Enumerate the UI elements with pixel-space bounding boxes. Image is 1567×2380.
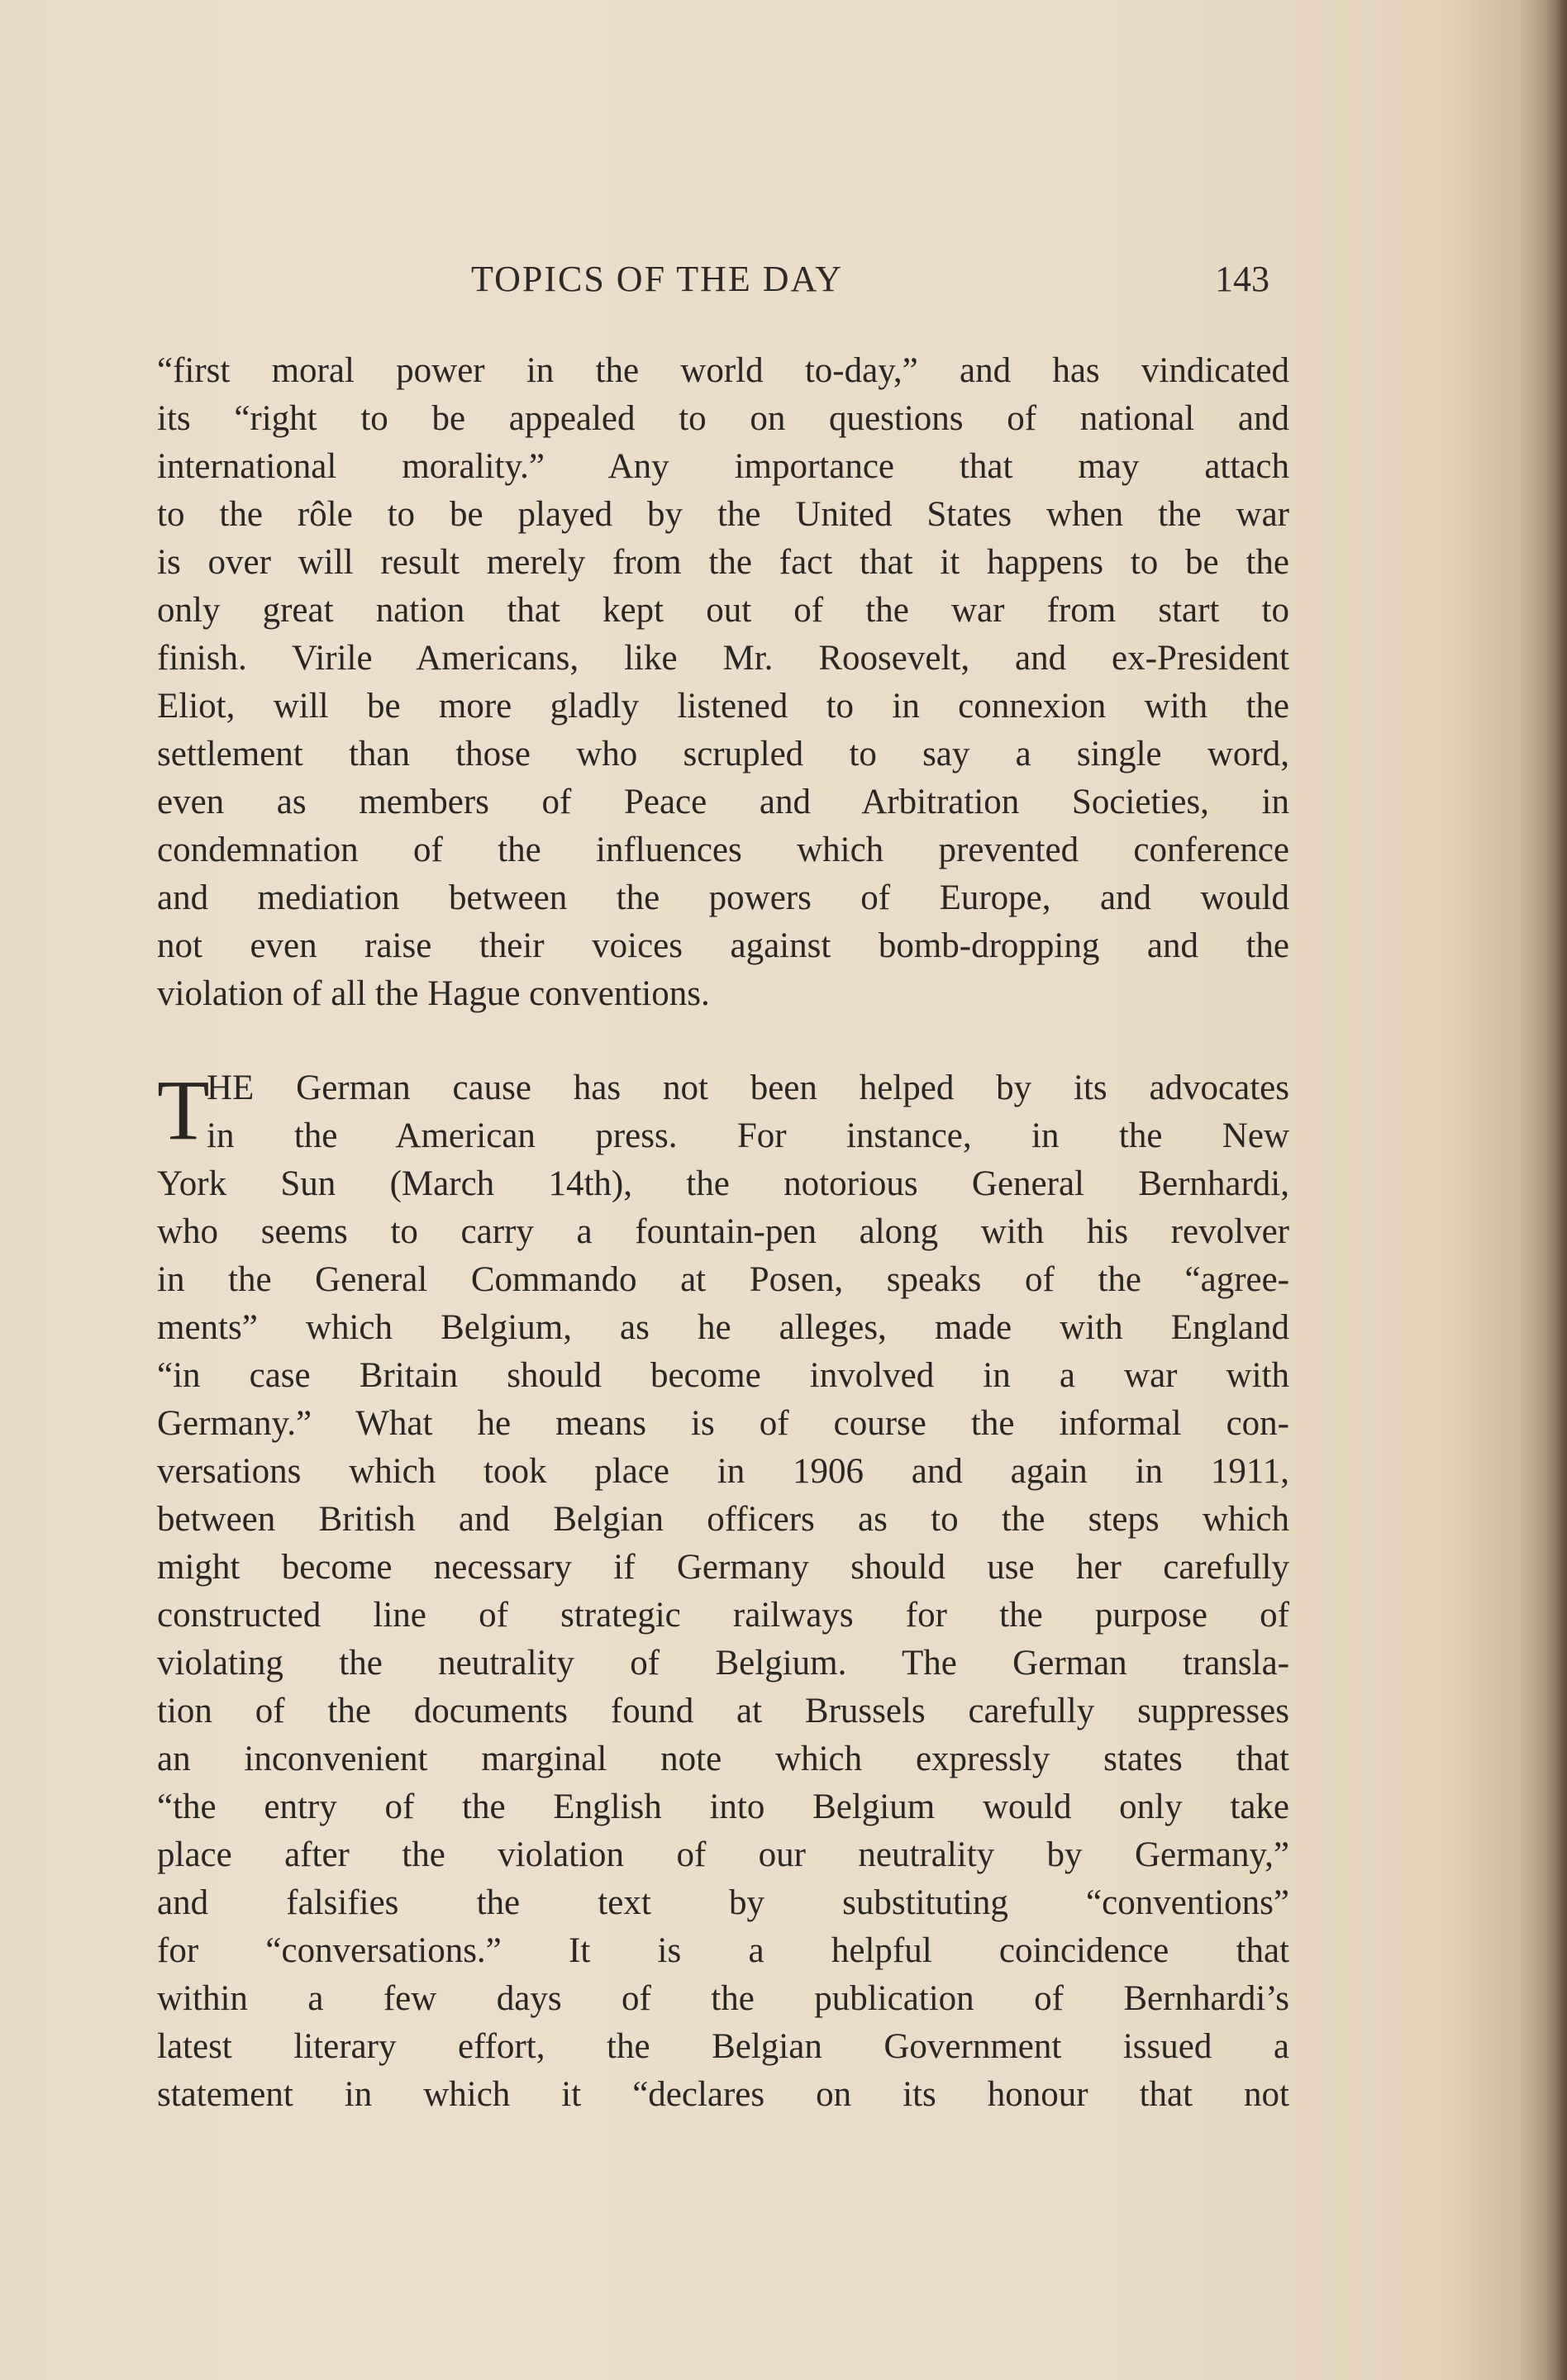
text-line: is over will result merely from the fact that it happens to be the	[157, 543, 1289, 582]
text-line: place after the violation of our neutrality by Germany,”	[157, 1835, 1289, 1874]
text-line: versations which took place in 1906 and again in 1911,	[157, 1452, 1289, 1491]
paragraph-1	[157, 347, 1289, 1018]
page-header	[0, 258, 1567, 307]
text-line: not even raise their voices against bomb-dropping and the	[157, 926, 1289, 965]
text-line: in the General Commando at Posen, speaks of the “agree-	[157, 1260, 1289, 1299]
text-line: HE German cause has not been helped by its advocates	[207, 1069, 1289, 1107]
body-text	[157, 347, 1289, 2119]
text-line: Eliot, will be more gladly listened to in connexion with the	[157, 687, 1289, 726]
text-line: Germany.” What he means is of course the informal con-	[157, 1404, 1289, 1443]
binding-edge	[1546, 0, 1567, 2380]
text-line: its “right to be appealed to on questions of national and	[157, 399, 1289, 438]
text-line: international morality.” Any importance that may attach	[157, 447, 1289, 486]
text-line: might become necessary if Germany should use her carefully	[157, 1548, 1289, 1587]
text-line: York Sun (March 14th), the notorious General Bernhardi,	[157, 1164, 1289, 1203]
page-number: 143	[1215, 259, 1269, 299]
text-line: within a few days of the publication of Bernhardi’s	[157, 1979, 1289, 2018]
paragraph-2	[157, 1064, 1289, 2119]
text-line: between British and Belgian officers as to the steps which	[157, 1500, 1289, 1539]
text-line: “the entry of the English into Belgium would only take	[157, 1787, 1289, 1826]
text-line: and falsifies the text by substituting “conventions”	[157, 1883, 1289, 1922]
text-line: constructed line of strategic railways for the purpose of	[157, 1596, 1289, 1635]
text-line: even as members of Peace and Arbitration Societies, in	[157, 783, 1289, 821]
text-line: for “conversations.” It is a helpful coincidence that	[157, 1931, 1289, 1970]
text-line: tion of the documents found at Brussels carefully suppresses	[157, 1692, 1289, 1730]
text-line: latest literary effort, the Belgian Government issued a	[157, 2027, 1289, 2066]
text-line: “in case Britain should become involved in a war with	[157, 1356, 1289, 1395]
text-line: in the American press. For instance, in the New	[207, 1116, 1289, 1155]
text-line: finish. Virile Americans, like Mr. Roosevelt, and ex-President	[157, 639, 1289, 678]
text-line: violation of all the Hague conventions.	[157, 974, 710, 1013]
text-line: settlement than those who scrupled to say a single word,	[157, 735, 1289, 774]
drop-cap: T	[157, 1063, 210, 1158]
text-line: “first moral power in the world to-day,” and has vindicated	[157, 351, 1289, 390]
text-line: violating the neutrality of Belgium. The German transla-	[157, 1644, 1289, 1683]
text-line: ments” which Belgium, as he alleges, made with England	[157, 1308, 1289, 1347]
text-line: who seems to carry a fountain-pen along with his revolver	[157, 1212, 1289, 1251]
text-line: an inconvenient marginal note which expressly states that	[157, 1740, 1289, 1778]
text-line: only great nation that kept out of the war from start to	[157, 591, 1289, 630]
paragraph-gap	[157, 1018, 1289, 1064]
text-line: condemnation of the influences which prevented conference	[157, 831, 1289, 869]
text-line: to the rôle to be played by the United States when the war	[157, 495, 1289, 534]
text-line: and mediation between the powers of Europe, and would	[157, 878, 1289, 917]
text-line: statement in which it “declares on its honour that not	[157, 2075, 1289, 2114]
running-title: TOPICS OF THE DAY	[471, 259, 844, 299]
